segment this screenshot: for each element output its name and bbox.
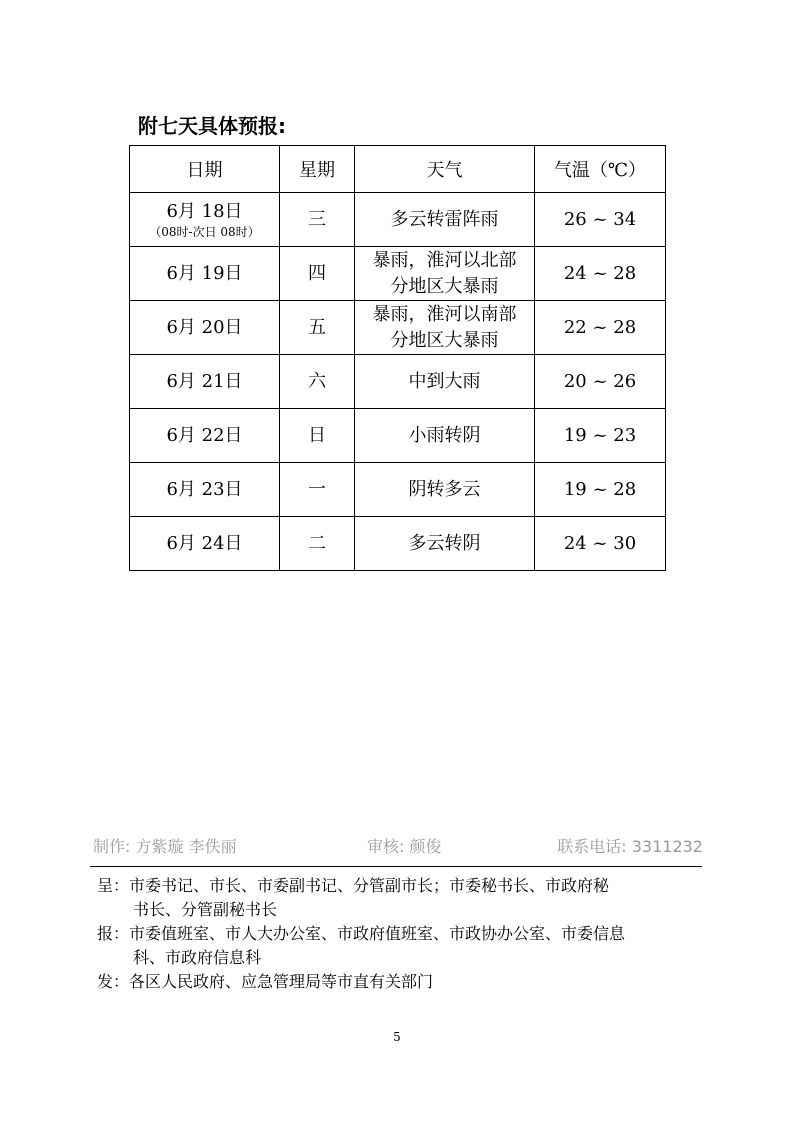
page-number: 5: [393, 1030, 401, 1044]
producer-credit: 制作: 方紫璇 李佚丽: [93, 837, 237, 856]
distribution-send: [97, 970, 717, 994]
weather-cell: [355, 463, 535, 517]
weather-cell: [355, 247, 535, 301]
table-row: [130, 409, 666, 463]
weekday-cell: 三: [280, 193, 355, 247]
weather-line: 多云转雷阵雨: [390, 208, 499, 230]
temperature-cell: 19 ~ 28: [535, 463, 666, 517]
temperature-cell: 19 ~ 23: [535, 409, 666, 463]
date-cell: 6月 19日: [130, 247, 280, 301]
temperature-cell: 22 ~ 28: [535, 301, 666, 355]
forecast-heading: 附七天具体预报:: [138, 114, 286, 138]
date-cell: 6月 23日: [130, 463, 280, 517]
weather-cell: [355, 355, 535, 409]
forecast-table-body: [130, 193, 666, 571]
temperature-cell: 24 ~ 28: [535, 247, 666, 301]
submit-line-1: 呈：市委书记、市长、市委副书记、分管副市长；市委秘书长、市政府秘: [97, 876, 610, 895]
forecast-table: [129, 145, 666, 571]
table-row: [130, 517, 666, 571]
header-weekday: 星期: [280, 146, 355, 193]
header-temperature: 气温（℃）: [535, 146, 666, 193]
header-weather: 天气: [355, 146, 535, 193]
weekday-cell: 一: [280, 463, 355, 517]
submit-line-2: 书长、分管副秘书长: [133, 900, 278, 919]
weather-line: 多云转阴: [408, 532, 481, 554]
header-date: 日期: [130, 146, 280, 193]
table-row: [130, 247, 666, 301]
table-row: [130, 193, 666, 247]
date-cell: [130, 193, 280, 247]
report-line-2: 科、市政府信息科: [133, 948, 262, 967]
date-cell: 6月 21日: [130, 355, 280, 409]
temperature-cell: 26 ~ 34: [535, 193, 666, 247]
weather-cell: [355, 301, 535, 355]
weather-line: 中到大雨: [408, 370, 481, 392]
table-row: [130, 355, 666, 409]
temperature-cell: 20 ~ 26: [535, 355, 666, 409]
date-cell: 6月 22日: [130, 409, 280, 463]
weekday-cell: 五: [280, 301, 355, 355]
distribution-submit: [97, 874, 717, 922]
temperature-cell: 24 ~ 30: [535, 517, 666, 571]
weekday-cell: 二: [280, 517, 355, 571]
weather-line: 暴雨，淮河以南部: [372, 303, 517, 325]
weather-cell: [355, 193, 535, 247]
table-row: [130, 463, 666, 517]
table-row: [130, 301, 666, 355]
reviewer-credit: 审核: 颜俊: [367, 837, 442, 856]
weekday-cell: 六: [280, 355, 355, 409]
date-cell: 6月 20日: [130, 301, 280, 355]
weekday-cell: 四: [280, 247, 355, 301]
date-note: （08时-次日 08时）: [149, 224, 260, 239]
weather-line: 小雨转阴: [408, 424, 481, 446]
report-line-1: 报：市委值班室、市人大办公室、市政府值班室、市政协办公室、市委信息: [97, 924, 626, 943]
weather-cell: [355, 517, 535, 571]
weather-line: 分地区大暴雨: [390, 275, 499, 297]
contact-phone: 联系电话: 3311232: [557, 837, 703, 856]
weather-line: 暴雨，淮河以北部: [372, 249, 517, 271]
weather-line: 阴转多云: [408, 478, 481, 500]
table-header-row: [130, 146, 666, 193]
weather-cell: [355, 409, 535, 463]
date-text: 6月 18日: [166, 200, 243, 222]
date-cell: 6月 24日: [130, 517, 280, 571]
distribution-report: [97, 922, 717, 970]
send-line-1: 发：各区人民政府、应急管理局等市直有关部门: [97, 972, 434, 991]
weekday-cell: 日: [280, 409, 355, 463]
footer-divider: [90, 866, 702, 867]
weather-line: 分地区大暴雨: [390, 329, 499, 351]
